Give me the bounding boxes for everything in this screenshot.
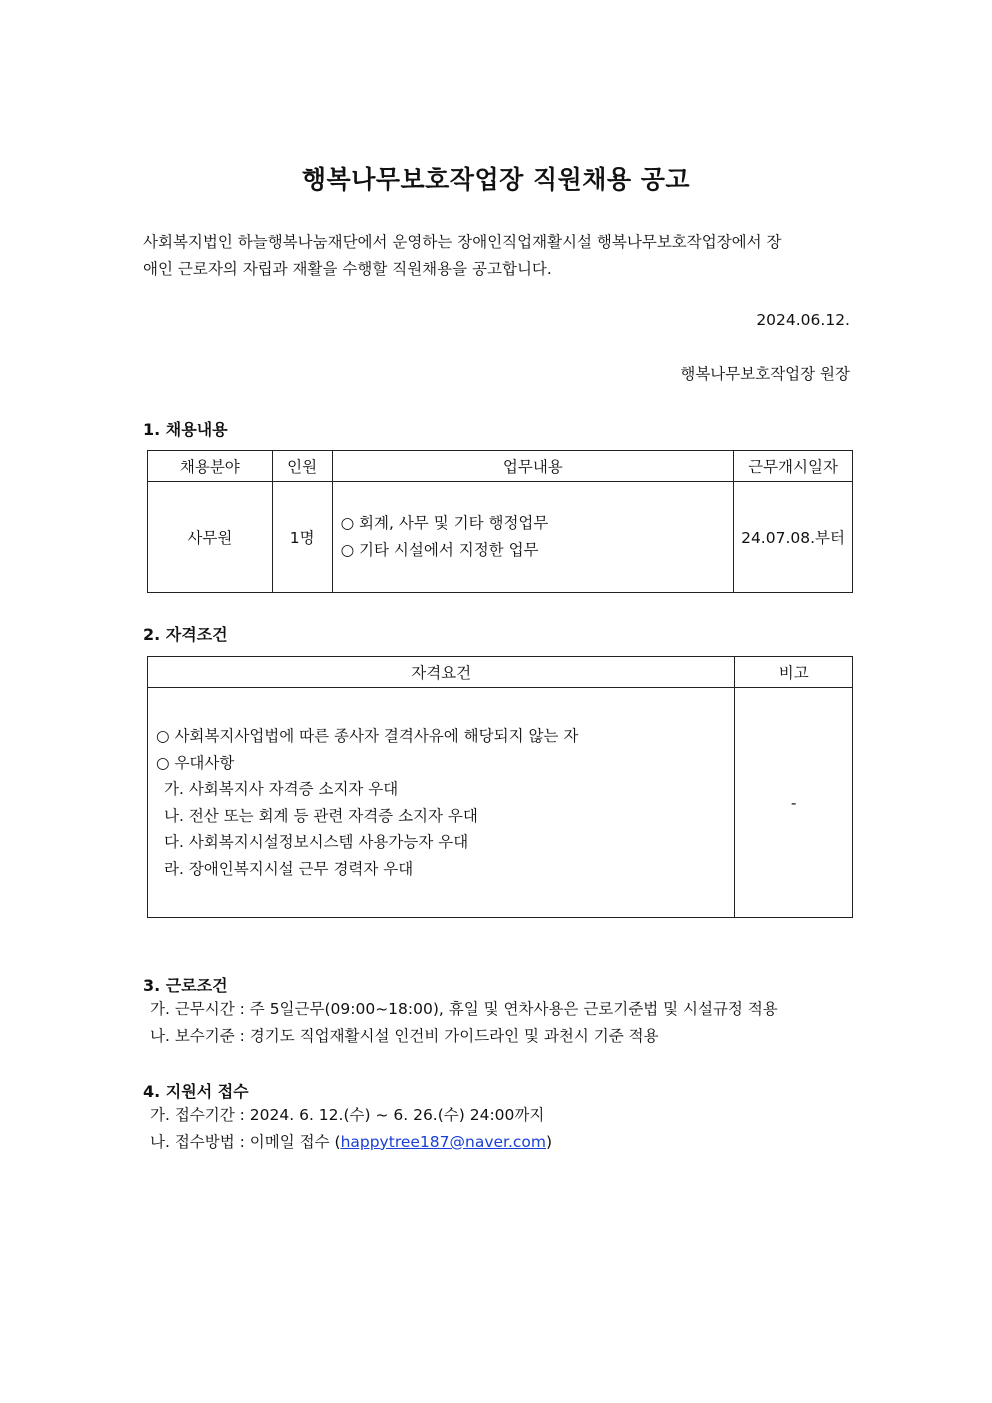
section-2-title: 2. 자격조건 bbox=[143, 625, 228, 644]
count-cell: 1명 bbox=[272, 482, 332, 593]
signer: 행복나무보호작업장 원장 bbox=[680, 365, 850, 383]
tasks-cell bbox=[332, 482, 734, 593]
section-4-title: 4. 지원서 접수 bbox=[143, 1082, 249, 1101]
condition-item: 가. 근무시간 : 주 5일근무(09:00~18:00), 휴일 및 연차사용은 근로기준법 및 시설규정 적용 bbox=[150, 1000, 778, 1018]
qualification-table bbox=[147, 656, 853, 918]
requirements-cell bbox=[148, 688, 735, 918]
table-header-row bbox=[148, 657, 853, 688]
preference-item: 라. 장애인복지시설 근무 경력자 우대 bbox=[164, 859, 414, 878]
application-method bbox=[150, 1129, 552, 1156]
intro-line: 사회복지법인 하늘행복나눔재단에서 운영하는 장애인직업재활시설 행복나무보호작업장에서 장 bbox=[143, 233, 782, 251]
condition-item: 나. 보수기준 : 경기도 직업재활시설 인건비 가이드라인 및 과천시 기준 적용 bbox=[150, 1027, 659, 1045]
header-cell: 근무개시일자 bbox=[734, 451, 853, 482]
method-suffix: ) bbox=[546, 1133, 553, 1151]
working-conditions bbox=[150, 996, 778, 1050]
note-cell: - bbox=[735, 688, 853, 918]
preference-item: 가. 사회복지사 자격증 소지자 우대 bbox=[164, 780, 399, 798]
header-cell: 인원 bbox=[272, 451, 332, 482]
intro-line: 애인 근로자의 자립과 재활을 수행할 직원채용을 공고합니다. bbox=[143, 260, 552, 278]
preference-item: 나. 전산 또는 회계 등 관련 자격증 소지자 우대 bbox=[164, 806, 478, 825]
section-3-title: 3. 근로조건 bbox=[143, 976, 228, 995]
requirement-item: ○ 사회복지사업법에 따른 종사자 결격사유에 해당되지 않는 자 bbox=[156, 727, 579, 745]
email-link[interactable]: happytree187@naver.com bbox=[340, 1133, 547, 1151]
task-item: ○ 회계, 사무 및 기타 행정업무 bbox=[340, 514, 549, 532]
section-1-title: 1. 채용내용 bbox=[143, 420, 228, 439]
application-info bbox=[150, 1102, 552, 1156]
table-row bbox=[148, 482, 853, 593]
method-prefix: 나. 접수방법 : 이메일 접수 ( bbox=[150, 1133, 341, 1151]
header-cell: 비고 bbox=[735, 657, 853, 688]
announcement-date: 2024.06.12. bbox=[756, 311, 850, 329]
preference-item: 다. 사회복지시설정보시스템 사용가능자 우대 bbox=[164, 833, 469, 851]
application-period: 가. 접수기간 : 2024. 6. 12.(수) ~ 6. 26.(수) 24:00까지 bbox=[150, 1106, 545, 1124]
header-cell: 자격요건 bbox=[148, 657, 735, 688]
header-cell: 업무내용 bbox=[332, 451, 734, 482]
page-title: 행복나무보호작업장 직원채용 공고 bbox=[301, 165, 691, 194]
header-cell: 채용분야 bbox=[148, 451, 273, 482]
intro-paragraph bbox=[143, 229, 851, 283]
field-cell: 사무원 bbox=[148, 482, 273, 593]
table-row bbox=[148, 688, 853, 918]
recruitment-table bbox=[147, 450, 853, 593]
start-date-cell: 24.07.08.부터 bbox=[734, 482, 853, 593]
task-item: ○ 기타 시설에서 지정한 업무 bbox=[340, 541, 539, 559]
requirement-item: ○ 우대사항 bbox=[156, 753, 235, 772]
table-header-row bbox=[148, 451, 853, 482]
